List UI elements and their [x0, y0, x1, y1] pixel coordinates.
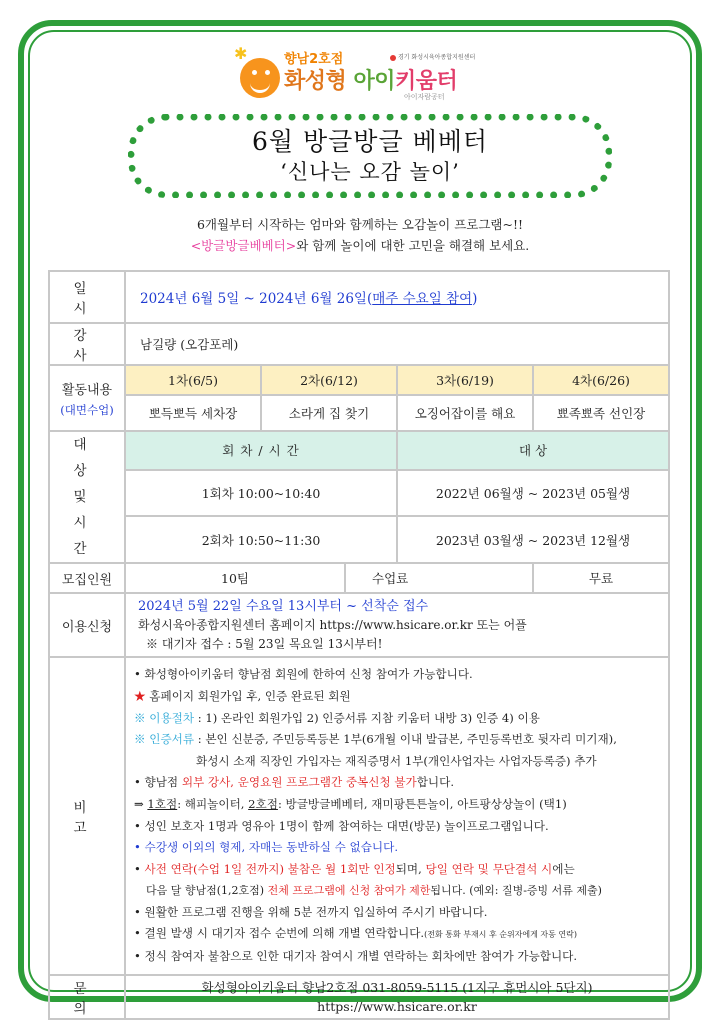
activity-round-4: 4차(6/26) [533, 365, 669, 395]
info-table [48, 270, 670, 1020]
recruit-label: 모집인원 [49, 563, 125, 593]
activity-label-text: 활동내용 [61, 382, 113, 398]
schedule-end: ) [472, 291, 478, 307]
logo-name-1: 화성형 [284, 69, 347, 94]
apply-value [125, 593, 669, 657]
kiumteo-logo [232, 44, 492, 108]
recruit-value: 10팀 [125, 563, 345, 593]
target-time-2: 2회차 10:50~11:30 [125, 516, 397, 563]
target-age-1: 2022년 06월생 ~ 2023년 05월생 [397, 470, 669, 517]
arrow-icon: ⇒ [134, 796, 148, 811]
contact-url[interactable]: https://www.hsicare.or.kr [317, 999, 477, 1014]
instructor-label: 강 사 [49, 323, 125, 365]
intro-line-2-rest: 와 함께 놀이에 대한 고민을 해결해 보세요. [296, 238, 530, 253]
logo-name [284, 64, 457, 95]
target-head-row [49, 431, 669, 470]
target-age-2: 2023년 03월생 ~ 2023년 12월생 [397, 516, 669, 563]
note-3-head: ※ 이용절차 [134, 710, 195, 725]
note-11-red: 전체 프로그램에 신청 참여가 제한 [267, 884, 431, 898]
schedule-row [49, 271, 669, 323]
note-7 [134, 794, 666, 816]
note-10-a: • [134, 861, 145, 876]
target-label-2: 및 [73, 489, 101, 505]
page-title: 6월 방글방글 베베터 [252, 127, 488, 156]
note-14: • 정식 참여자 불참으로 인한 대기자 참여시 개별 연락하는 회차에만 참여가 가능합니다. [134, 949, 578, 964]
note-6-a: • 향남점 [134, 775, 182, 790]
logo-branch: 향남2호점 [284, 52, 344, 67]
note-6-red: 외부 강사, 운영요원 프로그램간 중복신청 불가 [181, 775, 417, 790]
activity-round-3: 3차(6/19) [397, 365, 533, 395]
target-label-1: 대 상 [73, 437, 101, 479]
activity-title-3: 오징어잡이를 해요 [397, 395, 533, 431]
note-10-c: 에는 [552, 861, 575, 876]
activity-sublabel: (대면수업) [60, 402, 114, 417]
contact-label: 문 의 [49, 975, 125, 1019]
activity-round-2: 2차(6/12) [261, 365, 397, 395]
apply-label: 이용신청 [49, 593, 125, 657]
note-11-a: 다음 달 향남점(1,2호점) [146, 884, 268, 898]
note-9: • 수강생 이외의 형제, 자매는 동반하실 수 없습니다. [134, 840, 398, 855]
note-3-text: : 1) 온라인 회원가입 2) 인증서류 지참 키움터 내방 3) 인증 4) 이용 [194, 710, 540, 725]
instructor-row [49, 323, 669, 365]
note-6-b: 합니다. [416, 775, 455, 790]
schedule-link: 매주 수요일 참여 [372, 291, 473, 307]
activity-label [49, 365, 125, 431]
schedule-label: 일 시 [49, 271, 125, 323]
org-logo-icon [390, 55, 396, 61]
intro-highlight: <방글방글베베터> [190, 238, 297, 253]
fee-label: 수업료 [345, 563, 533, 593]
note-7-b: : 방글방글베베터, 재미팡튼튼놀이, 아트팡상상놀이 (택1) [277, 796, 567, 811]
logo-org-text: 경기 화성시육아종합지원센터 [398, 54, 476, 61]
note-7-branch-1: 1호점 [147, 796, 178, 811]
target-head-time: 회 차 / 시 간 [125, 431, 397, 470]
note-13 [134, 923, 666, 946]
schedule-value [125, 271, 669, 323]
contact-line-1: 화성형아이키움터 향남2호점 031-8059-5115 (1지구 휴먼시아 5단지) [201, 980, 593, 995]
target-time-1: 1회차 10:00~10:40 [125, 470, 397, 517]
notes-row [49, 657, 669, 975]
notes-label: 비 고 [49, 657, 125, 975]
note-10 [134, 859, 666, 881]
note-2 [134, 686, 666, 708]
note-13-small: (전화 통화 부재시 후 순위자에게 자동 연락) [424, 930, 577, 940]
note-7-a: : 해피놀이터, [177, 796, 249, 811]
recruit-row [49, 563, 669, 593]
apply-row [49, 593, 669, 657]
intro-line-2 [40, 236, 680, 254]
intro-line-1: 6개월부터 시작하는 엄마와 함께하는 오감놀이 프로그램~!! [196, 217, 524, 232]
fee-value: 무료 [533, 563, 669, 593]
logo-org [390, 52, 475, 61]
note-6 [134, 772, 666, 794]
activity-title-2: 소라게 집 찾기 [261, 395, 397, 431]
note-10-red-2: 당일 연락 및 무단결석 시 [425, 861, 553, 876]
note-8: • 성인 보호자 1명과 영유아 1명이 함께 참여하는 대면(방문) 놀이프로그램입니다. [134, 818, 549, 833]
instructor-value: 남길량 (오감포레) [125, 323, 669, 365]
note-4 [134, 729, 666, 751]
activity-title-row [49, 395, 669, 431]
note-5: 화성시 소재 직장인 가입자는 재직증명서 1부(개인사업자는 사업자등록증) 추가 [196, 753, 597, 768]
note-11 [134, 880, 666, 902]
note-2-text: 홈페이지 회원가입 후, 인증 완료된 회원 [145, 688, 351, 703]
child-face-icon [240, 58, 280, 98]
contact-value [125, 975, 669, 1019]
note-4-text: : 본인 신분증, 주민등록등본 1부(6개월 이내 발급본, 주민등록번호 뒷자리 미기재), [194, 732, 617, 747]
activity-round-1: 1차(6/5) [125, 365, 261, 395]
note-13-text: • 결원 발생 시 대기자 접수 순번에 의해 개별 연락합니다. [134, 926, 425, 941]
note-11-b: 됩니다. (예외: 질병-증빙 서류 제출) [430, 884, 602, 898]
logo-name-2: 아이 [353, 69, 395, 94]
note-1: • 화성형아이키움터 향남점 회원에 한하여 신청 참여가 가능합니다. [134, 667, 473, 682]
target-row-1 [49, 470, 669, 517]
activity-title-4: 뾰족뾰족 선인장 [533, 395, 669, 431]
target-label [49, 431, 125, 563]
logo-name-3: 키움터 [394, 69, 458, 94]
note-3 [134, 708, 666, 730]
activity-round-row [49, 365, 669, 395]
apply-line-3: ※ 대기자 접수 : 5월 23일 목요일 13시부터! [146, 636, 383, 651]
activity-title-1: 뽀득뽀득 세차장 [125, 395, 261, 431]
notes-value [125, 657, 669, 975]
logo-sub: 아이자람공터 [404, 93, 445, 101]
target-row-2 [49, 516, 669, 563]
apply-line-1: 2024년 5월 22일 수요일 13시부터 ~ 선착순 접수 [138, 598, 429, 614]
schedule-text: 2024년 6월 5일 ~ 2024년 6월 26일( [140, 291, 373, 307]
note-12: • 원활한 프로그램 진행을 위해 5분 전까지 입실하여 주시기 바랍니다. [134, 904, 488, 919]
target-head-target: 대 상 [397, 431, 669, 470]
contact-row [49, 975, 669, 1019]
note-4-head: ※ 인증서류 [134, 732, 195, 747]
target-label-3: 시 간 [73, 515, 101, 557]
note-10-red-1: 사전 연락(수업 1일 전까지) 불참은 월 1회만 인정 [144, 861, 396, 876]
star-icon: ★ [134, 688, 146, 703]
page-subtitle: ‘신나는 오감 놀이’ [280, 160, 460, 184]
note-7-branch-2: 2호점 [248, 796, 278, 811]
apply-line-2: 화성시육아종합지원센터 홈페이지 https://www.hsicare.or.kr 또는 어플 [138, 617, 527, 632]
note-10-b: 되며, [395, 861, 426, 876]
star-icon: ✱ [234, 44, 248, 63]
